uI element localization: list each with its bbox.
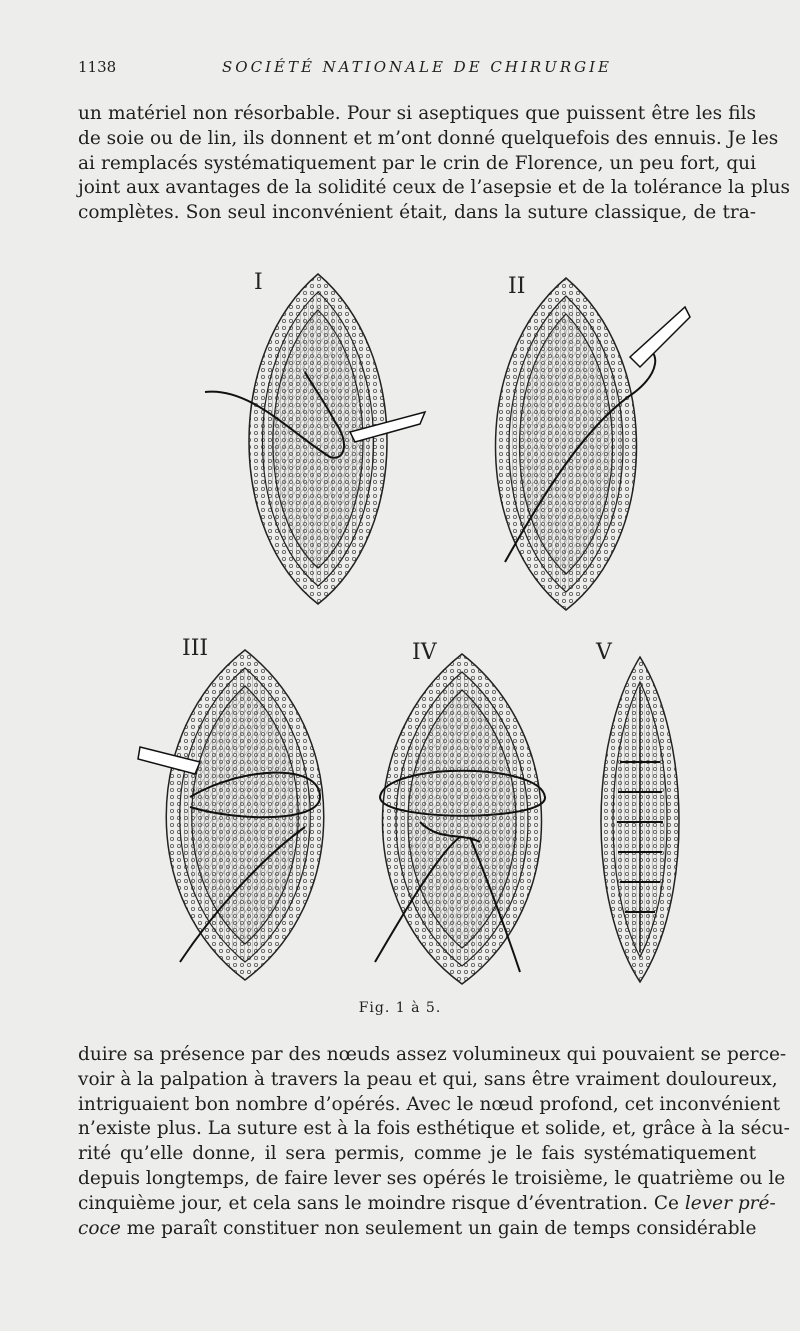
figure-label-4: IV xyxy=(412,640,437,665)
text-line: joint aux avantages de la solidité ceux de l’asepsie et de la tolérance la plus xyxy=(78,177,791,199)
running-header xyxy=(78,58,756,82)
figure-caption: Fig. 1 à 5. xyxy=(358,1000,442,1016)
suture-illustration xyxy=(120,262,700,1002)
paragraph-bottom xyxy=(78,1043,790,1241)
text-line: depuis longtemps, de faire lever ses opérés le troisième, le quatrième ou le xyxy=(78,1167,786,1189)
figure-2-wound xyxy=(496,278,691,610)
text-line xyxy=(78,1217,756,1242)
figure-3-wound xyxy=(138,650,324,980)
surgical-suture-figure xyxy=(120,262,700,1002)
text-line: voir à la palpation à travers la peau et qui, sans être vraiment douloureux, xyxy=(78,1068,778,1090)
text-line: ai remplacés systématiquement par le crin de Florence, un peu fort, qui xyxy=(78,152,756,174)
text-line: rité qu’elle donne, il sera permis, comme je le fais systématiquement xyxy=(78,1143,756,1165)
italic-text-run: coce xyxy=(78,1217,121,1239)
figure-1-wound xyxy=(205,274,425,604)
text-line: duire sa présence par des nœuds assez volumineux qui pouvaient se perce- xyxy=(78,1044,787,1065)
page-number: 1138 xyxy=(78,58,117,76)
figure-5-wound xyxy=(601,657,679,982)
text-line: intriguaient bon nombre d’opérés. Avec le nœud profond, cet inconvénient xyxy=(78,1093,781,1115)
figure-label-1: I xyxy=(254,270,263,295)
running-title: SOCIÉTÉ NATIONALE DE CHIRURGIE xyxy=(222,58,612,76)
text-line: de soie ou de lin, ils donnent et m’ont donné quelquefois des ennuis. Je les xyxy=(78,127,779,149)
paragraph-top xyxy=(78,102,791,226)
text-line: n’existe plus. La suture est à la fois esthétique et solide, et, grâce à la sécu- xyxy=(78,1118,790,1140)
italic-text-run: lever pré- xyxy=(684,1192,776,1214)
text-line xyxy=(78,1192,776,1217)
figure-4-wound xyxy=(375,654,545,984)
figure-label-5: V xyxy=(596,640,612,665)
figure-label-3: III xyxy=(182,636,209,661)
figure-label-2: II xyxy=(508,274,526,299)
text-line: un matériel non résorbable. Pour si aseptiques que puissent être les fils xyxy=(78,103,756,124)
text-line: complètes. Son seul inconvénient était, dans la suture classique, de tra- xyxy=(78,202,756,224)
text-run: cinquième jour, et cela sans le moindre risque d’éventration. Ce xyxy=(78,1192,685,1214)
text-run: me paraît constituer non seulement un gain de temps considérable xyxy=(120,1217,757,1239)
